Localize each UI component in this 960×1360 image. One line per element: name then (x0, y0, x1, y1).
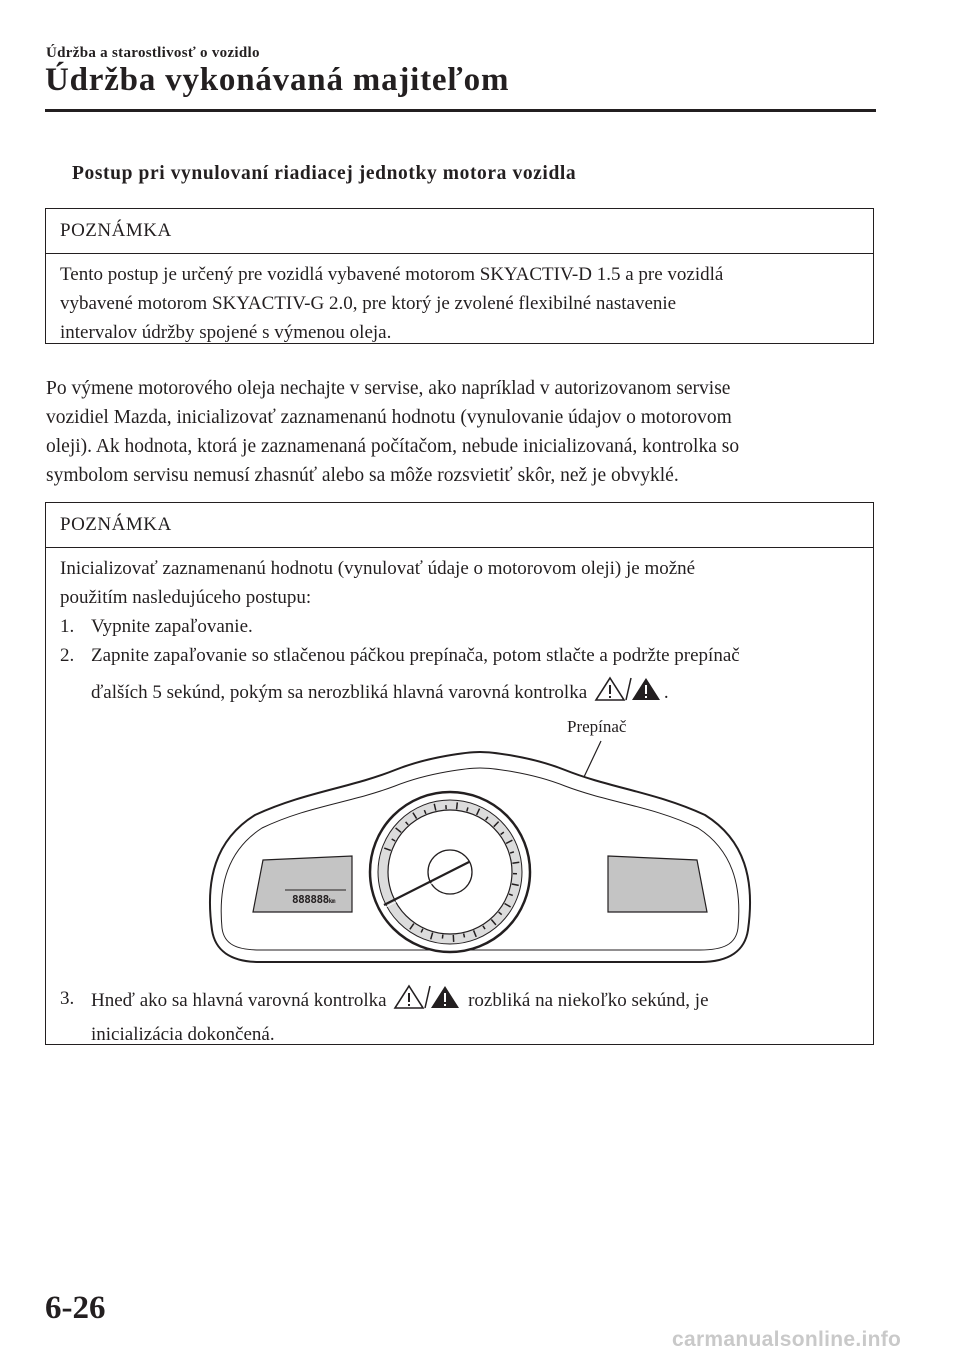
step-text: rozbliká na niekoľko sekúnd, je (468, 990, 709, 1011)
section-heading: Postup pri vynulovaní riadiacej jednotky motora vozidla (72, 163, 577, 184)
breadcrumb: Údržba a starostlivosť o vozidlo (46, 45, 260, 61)
note-line: Inicializovať zaznamenanú hodnotu (vynulovať údaje o motorovom oleji) je možné (60, 558, 696, 579)
gauge-tick (457, 802, 458, 809)
paragraph-line: symbolom servisu nemusí zhasnúť alebo sa môže rozsvietiť skôr, než je obvyklé. (46, 465, 679, 486)
paragraph-line: Po výmene motorového oleja nechajte v servise, ako napríklad v autorizovanom servise (46, 378, 731, 399)
warning-filled-icon (431, 986, 459, 1008)
callout-label: Prepínač (567, 717, 627, 736)
odometer-unit: km (328, 898, 335, 905)
note-line: Tento postup je určený pre vozidlá vybavené motorom SKYACTIV-D 1.5 a pre vozidlá (60, 264, 724, 285)
odometer-value: 888888 (292, 893, 329, 906)
gauge-tick (464, 934, 465, 938)
note-line: vybavené motorom SKYACTIV-G 2.0, pre ktorý je zvolené flexibilné nastavenie (60, 293, 677, 314)
step-number: 1. (60, 616, 75, 637)
step-text: ďalších 5 sekúnd, pokým sa nerozbliká hlavná varovná kontrolka (91, 682, 588, 703)
right-display (608, 856, 707, 912)
step-text: Zapnite zapaľovanie so stlačenou páčkou prepínača, potom stlačte a podržte prepínač (91, 645, 740, 666)
step-3-line1 (60, 984, 860, 1050)
step-text-end: . (663, 682, 669, 703)
step-text: inicializácia dokončená. (91, 1024, 275, 1045)
note-heading: POZNÁMKA (46, 209, 873, 254)
step-number: 3. (60, 988, 75, 1009)
note-heading: POZNÁMKA (46, 503, 873, 548)
gauge-tick (512, 862, 519, 863)
master-warning-icons (393, 984, 461, 1020)
gauge-tick (467, 807, 468, 811)
warning-outline-icon (395, 986, 423, 1008)
step-number: 2. (60, 645, 75, 666)
paragraph-line: vozidiel Mazda, inicializovať zaznamenanú hodnotu (vynulovanie údajov o motorovom (46, 407, 732, 428)
page-number: 6-26 (45, 1290, 106, 1326)
note-line: použitím nasledujúceho postupu: (60, 587, 312, 608)
watermark: carmanualsonline.info (672, 1328, 902, 1351)
odometer-text (292, 893, 335, 906)
note-line: intervalov údržby spojené s výmenou oleja. (60, 322, 392, 343)
step-text: Hneď ako sa hlavná varovná kontrolka (91, 990, 387, 1011)
page-title: Údržba vykonávaná majiteľom (45, 62, 510, 98)
step-text: Vypnite zapaľovanie. (91, 616, 253, 637)
paragraph-line: oleji). Ak hodnota, ktorá je zaznamenaná počítačom, nebude inicializovaná, kontrolka so (46, 436, 740, 457)
step-3 (60, 984, 860, 1050)
